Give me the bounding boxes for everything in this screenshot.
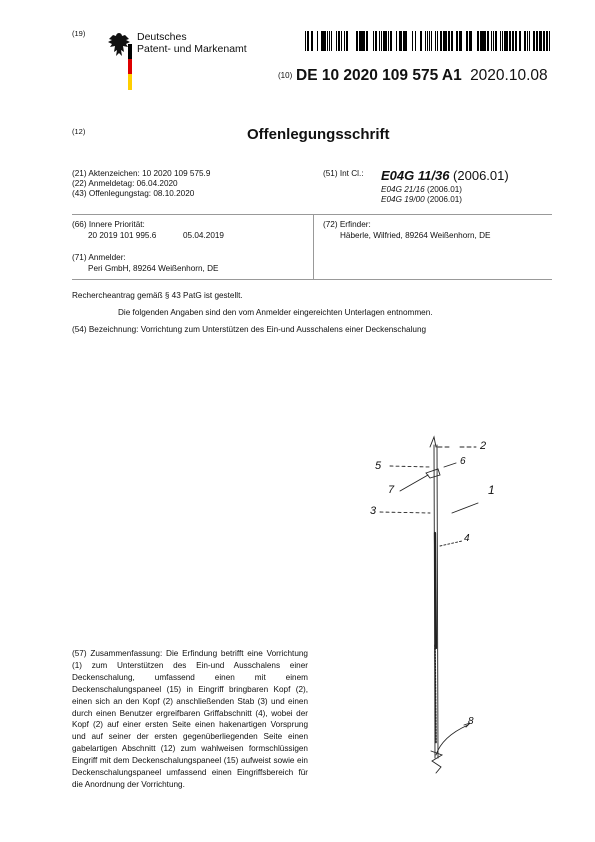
- barcode-bar: [443, 31, 445, 51]
- barcode-bar: [461, 31, 462, 51]
- barcode-bar: [529, 31, 530, 51]
- figure-label: 2: [480, 440, 487, 452]
- barcode-bar: [339, 31, 340, 51]
- leader-4: [440, 541, 462, 546]
- figure-label: 6: [460, 456, 466, 467]
- barcode-bar: [549, 31, 550, 51]
- barcode-bar: [412, 31, 413, 51]
- ipc-other-date: (2006.01): [426, 195, 463, 204]
- document-number-line: [296, 67, 548, 85]
- barcode-bar: [390, 31, 392, 51]
- barcode-bar: [366, 31, 367, 51]
- barcode-bar: [383, 31, 385, 51]
- leader-3: [380, 512, 430, 513]
- barcode-bar: [502, 31, 503, 51]
- leader-1: [452, 503, 478, 513]
- ipc-other-code: E04G 21/16: [381, 185, 425, 194]
- ipc-other-2: [381, 195, 462, 205]
- leader-8: [436, 725, 468, 755]
- barcode-bar: [543, 31, 545, 51]
- rod-right: [437, 445, 438, 758]
- barcode-bar: [367, 31, 368, 51]
- barcode-bar: [420, 31, 422, 51]
- german-flag-stripe: [128, 44, 132, 90]
- barcode-bar: [512, 31, 514, 51]
- barcode-bar: [507, 31, 508, 51]
- ipc-main: [381, 168, 509, 183]
- flag-gold: [128, 74, 132, 90]
- publication-date: (43) Offenlegungstag: 08.10.2020: [72, 189, 195, 198]
- designation: (54) Bezeichnung: Vorrichtung zum Unterstützen des Ein-und Ausschalens einer Deckenschalung: [72, 325, 427, 334]
- flag-black: [128, 44, 132, 59]
- barcode-bar: [307, 31, 309, 51]
- barcode-bar: [491, 31, 492, 51]
- barcode-bar: [385, 31, 387, 51]
- barcode-bar: [477, 31, 478, 51]
- barcode-bar: [506, 31, 507, 51]
- barcode-bar: [361, 31, 362, 51]
- ipc-others: [381, 185, 462, 205]
- barcode-bar: [400, 31, 402, 51]
- barcode-bar: [375, 31, 377, 51]
- office-line-2: Patent- und Markenamt: [137, 43, 247, 55]
- barcode-bar: [504, 31, 506, 51]
- barcode-bar: [451, 31, 453, 51]
- barcode-bar: [405, 31, 406, 51]
- barcode-bar: [415, 31, 416, 51]
- leader-5: [390, 466, 430, 467]
- barcode-bar: [329, 31, 330, 51]
- applicant-info-note: Die folgenden Angaben sind den vom Anmelder eingereichten Unterlagen entnommen.: [118, 308, 433, 317]
- figure-label: 1: [488, 483, 495, 497]
- barcode-bar: [469, 31, 470, 51]
- barcode-bar: [437, 31, 438, 51]
- barcode-bar: [323, 31, 325, 51]
- barcode-bar: [509, 31, 511, 51]
- document-type-title: Offenlegungsschrift: [247, 126, 390, 143]
- divider-vertical: [313, 214, 314, 279]
- barcode-bar: [406, 31, 407, 51]
- barcode-bar: [429, 31, 430, 51]
- document-date: 2020.10.08: [470, 67, 548, 84]
- barcode-bar: [338, 31, 339, 51]
- barcode-bar: [317, 31, 318, 51]
- barcode-bar: [381, 31, 382, 51]
- barcode-bar: [425, 31, 426, 51]
- barcode-bar: [540, 31, 542, 51]
- barcode-bar: [321, 31, 323, 51]
- barcode-bar: [336, 31, 337, 51]
- barcode-bar: [449, 31, 450, 51]
- barcode-bar: [487, 31, 489, 51]
- barcode-bar: [341, 31, 342, 51]
- barcode-bar: [456, 31, 458, 51]
- figure-label: 3: [370, 505, 377, 517]
- barcode-bar: [347, 31, 348, 51]
- barcode-bar: [427, 31, 428, 51]
- barcode-bar: [403, 31, 405, 51]
- applicant-label: (71) Anmelder:: [72, 253, 126, 262]
- priority-number: 20 2019 101 995.6: [88, 231, 157, 240]
- applicant-value: Peri GmbH, 89264 Weißenhorn, DE: [88, 264, 219, 273]
- leader-6: [444, 463, 456, 467]
- ipc-main-date: (2006.01): [453, 168, 509, 183]
- barcode-bar: [536, 31, 538, 51]
- barcode-bar: [431, 31, 432, 51]
- barcode-bar: [500, 31, 501, 51]
- barcode-bar: [331, 31, 332, 51]
- barcode-bar: [493, 31, 494, 51]
- barcode-bar: [364, 31, 365, 51]
- barcode-bar: [519, 31, 521, 51]
- barcode-bar: [445, 31, 447, 51]
- figure-label: 7: [388, 484, 395, 496]
- barcode-bar: [539, 31, 540, 51]
- barcode-bar: [327, 31, 328, 51]
- barcode-bar: [470, 31, 472, 51]
- barcode-bar: [485, 31, 486, 51]
- barcode-bar: [482, 31, 484, 51]
- barcode-bar: [459, 31, 461, 51]
- barcode-bar: [527, 31, 528, 51]
- barcode-bar: [533, 31, 535, 51]
- divider-top: [72, 214, 552, 215]
- office-name: [137, 31, 247, 55]
- barcode-bar: [478, 31, 479, 51]
- barcode-bar: [312, 31, 313, 51]
- priority-label: (66) Innere Priorität:: [72, 220, 145, 229]
- ipc-label: (51) Int Cl.:: [323, 169, 364, 178]
- barcode-bar: [346, 31, 347, 51]
- inid-code-12: (12): [72, 127, 86, 136]
- drawing-figure: [360, 433, 510, 778]
- barcode-bar: [546, 31, 548, 51]
- barcode-bar: [524, 31, 526, 51]
- figure-label: 4: [464, 533, 470, 544]
- head-block: [426, 469, 440, 478]
- figure-label: 5: [375, 460, 382, 472]
- barcode-bar: [305, 31, 306, 51]
- grip-section: [435, 533, 436, 648]
- barcode-bar: [325, 31, 326, 51]
- inid-code-19: (19): [72, 29, 86, 38]
- barcode-bar: [515, 31, 517, 51]
- divider-bottom: [72, 279, 552, 280]
- search-request-note: Rechercheantrag gemäß § 43 PatG ist gestellt.: [72, 291, 243, 300]
- barcode-bar: [466, 31, 468, 51]
- inventor-value: Häberle, Wilfried, 89264 Weißenhorn, DE: [340, 231, 491, 240]
- barcode-bar: [435, 31, 436, 51]
- barcode-bar: [362, 31, 364, 51]
- filing-date: (22) Anmeldetag: 06.04.2020: [72, 179, 178, 188]
- abstract: (57) Zusammenfassung: Die Erfindung betrifft eine Vorrichtung (1) zum Unterstützen des Ein-und Ausschalens einer Deckenschalung, umfassend einen mit einem Deckenschalungspaneel (15) in Eingriff bringbaren Kopf (2), einen sich an den Kopf (2) anschließenden Stab (3) und einen durch einen Benutzer ergreifbaren Griffabschnitt (4), wobei der Kopf (2) auf einer ersten Seite einen hakenartigen Vorsprung und auf seiner der ersten gegenüberliegenden Seite einen gabelartigen Abschnitt (12) zum wahlweisen formschlüssigen Eingriff mit dem Deckenschalungspaneel (15) aufweist sowie ein Deckenschalungspaneel umfassend einen Eingriffsbereich für die Anordnung der Vorrichtung.: [72, 649, 308, 789]
- leader-7: [400, 475, 428, 491]
- office-line-1: Deutsches: [137, 31, 187, 43]
- barcode-bar: [495, 31, 497, 51]
- flag-red: [128, 59, 132, 74]
- barcode-bar: [311, 31, 312, 51]
- barcode-bar: [448, 31, 449, 51]
- head-hook: [430, 437, 436, 447]
- figure-label: 8: [468, 716, 474, 727]
- inid-code-10: (10): [278, 71, 293, 80]
- filing-data: [72, 169, 210, 199]
- barcode-bar: [484, 31, 485, 51]
- barcode-bar: [388, 31, 389, 51]
- barcode-bar: [344, 31, 345, 51]
- barcode-bar: [356, 31, 358, 51]
- barcode-bar: [396, 31, 397, 51]
- ipc-other-date: (2006.01): [426, 185, 463, 194]
- barcode-bar: [480, 31, 482, 51]
- document-number: DE 10 2020 109 575 A1: [296, 67, 462, 84]
- barcode-bar: [359, 31, 361, 51]
- ipc-main-code: E04G 11/36: [381, 168, 450, 183]
- barcode-bar: [379, 31, 380, 51]
- barcode-bar: [373, 31, 374, 51]
- application-number: (21) Aktenzeichen: 10 2020 109 575.9: [72, 169, 211, 178]
- ipc-other-1: [381, 185, 462, 195]
- barcode-bar: [399, 31, 400, 51]
- barcode-bar: [440, 31, 442, 51]
- priority-date: 05.04.2019: [183, 231, 224, 240]
- ipc-other-code: E04G 19/00: [381, 195, 425, 204]
- barcode: [305, 31, 550, 51]
- inventor-label: (72) Erfinder:: [323, 220, 371, 229]
